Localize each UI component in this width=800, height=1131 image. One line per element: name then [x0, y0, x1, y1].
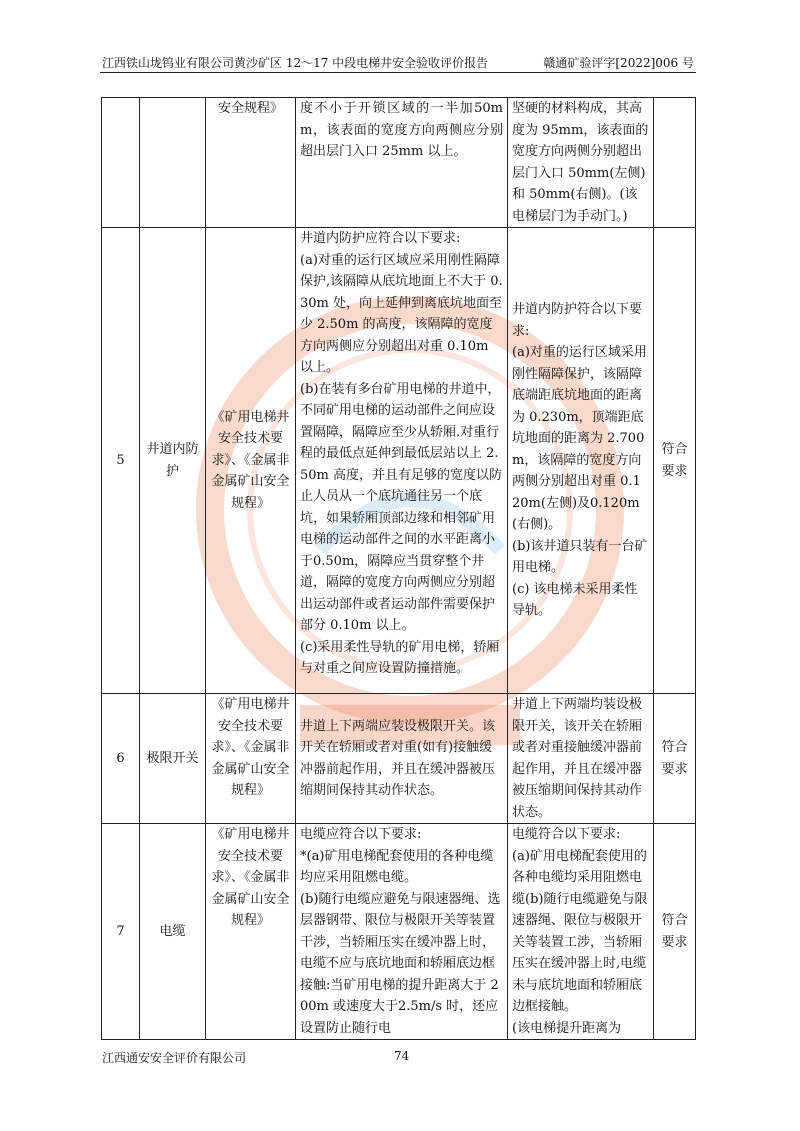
basis-cell: 《矿用电梯井安全技术要求》、《金属非金属矿山安全规程》 [206, 694, 296, 824]
conclusion-cell: 符合要求 [654, 228, 696, 694]
conclusion-cell: 符合要求 [654, 694, 696, 824]
status-cell: 井道上下两端均装设极限开关，该开关在轿厢或者对重接触缓冲器前起作用，并且在缓冲器被压缩期间保持其动作状态。 [508, 694, 654, 824]
table-row [102, 824, 696, 1040]
status-cell: 坚硬的材料构成，其高度为 95mm，该表面的宽度方向两侧分别超出层门入口 50mm(左侧)和 50mm(右侧)。(该电梯层门为手动门。) [508, 98, 654, 228]
row-number: 6 [102, 694, 140, 824]
page-number: 74 [394, 1049, 410, 1063]
inspection-item: 井道内防护 [140, 228, 206, 694]
requirement-cell: 井道内防护应符合以下要求: (a)对重的运行区域应采用刚性隔障保护,该隔障从底坑地面上不大于 0.30m 处，向上延伸到离底坑地面至少 2.50m 的高度，该隔障的宽度方向两侧应分别超出对重 0.10m 以上。 (b)在装有多台矿用电梯的井道中，不同矿用电梯的运动部件之间应设置隔障，隔障应至少从轿厢.对重行程的最低点延伸到最低层站以上 2.50m 高度，并且有足够的宽度以防止人员从一个底坑通往另一个底坑，如果轿厢顶部边缘和相邻矿用电梯的运动部件之间的水平距离小于0.50m，隔障应当贯穿整个井道，隔障的宽度方向两侧应分别超出运动部件或者运动部件需要保护部分 0.10m 以上。 (c)采用柔性导轨的矿用电梯，轿厢与对重之间应设置防撞措施。 [296, 228, 508, 694]
status-cell: 井道内防护符合以下要求: (a)对重的运行区域采用刚性隔障保护，该隔障底端距底坑地面的距离为 0.230m，顶端距底坑地面的距离为 2.700m，该隔障的宽度方向两侧分别超出对重 0.120m(左侧)及0.120m(右侧)。 (b)该井道只装有一台矿用电梯。 (c) 该电梯未采用柔性导轨。 [508, 228, 654, 694]
inspection-item: 电缆 [140, 824, 206, 1040]
requirement-cell: 电缆应符合以下要求: *(a)矿用电梯配套使用的各种电缆均应采用阻燃电缆。 (b)随行电缆应避免与限速器绳、选层器钢带、限位与极限开关等装置干涉，当轿厢压实在缓冲器上时，电缆不应与底坑地面和轿厢底边框接触:当矿用电梯的提升距离大于 200m 或速度大于2.5m/s 时，还应设置防止随行电 [296, 824, 508, 1040]
header-divider [100, 72, 696, 73]
basis-cell: 《矿用电梯井安全技术要求》、《金属非金属矿山安全规程》 [206, 824, 296, 1040]
footer-company: 江西通安安全评价有限公司 [102, 1051, 247, 1065]
evaluation-table [101, 97, 696, 1040]
table-row [102, 228, 696, 694]
row-number [102, 98, 140, 228]
conclusion-cell: 符合要求 [654, 824, 696, 1040]
row-number: 5 [102, 228, 140, 694]
document-number: 赣通矿验评字[2022]006 号 [543, 56, 694, 70]
inspection-item [140, 98, 206, 228]
conclusion-cell [654, 98, 696, 228]
inspection-item: 极限开关 [140, 694, 206, 824]
table-row [102, 98, 696, 228]
status-cell: 电缆符合以下要求: (a)矿用电梯配套使用的各种电缆均采用阻燃电缆(b)随行电缆避免与限速器绳、限位与极限开关等装置工涉，当轿厢压实在缓冲器上时,电缆未与底坑地面和轿厢底边框接触。 (该电梯提升距离为 [508, 824, 654, 1040]
basis-cell: 《矿用电梯井安全技术要求》、《金属非金属矿山安全规程》 [206, 228, 296, 694]
requirement-cell: 度不小于开锁区域的一半加50mm，该表面的宽度方向两侧应分别超出层门入口 25mm 以上。 [296, 98, 508, 228]
report-title: 江西铁山垅钨业有限公司黄沙矿区 12～17 中段电梯井安全验收评价报告 [102, 56, 489, 70]
row-number: 7 [102, 824, 140, 1040]
table-row [102, 694, 696, 824]
requirement-cell: 井道上下两端应装设极限开关。该开关在轿厢或者对重(如有)接触缓冲器前起作用，并且在缓冲器被压缩期间保持其动作状态。 [296, 694, 508, 824]
basis-cell: 安全规程》 [206, 98, 296, 228]
